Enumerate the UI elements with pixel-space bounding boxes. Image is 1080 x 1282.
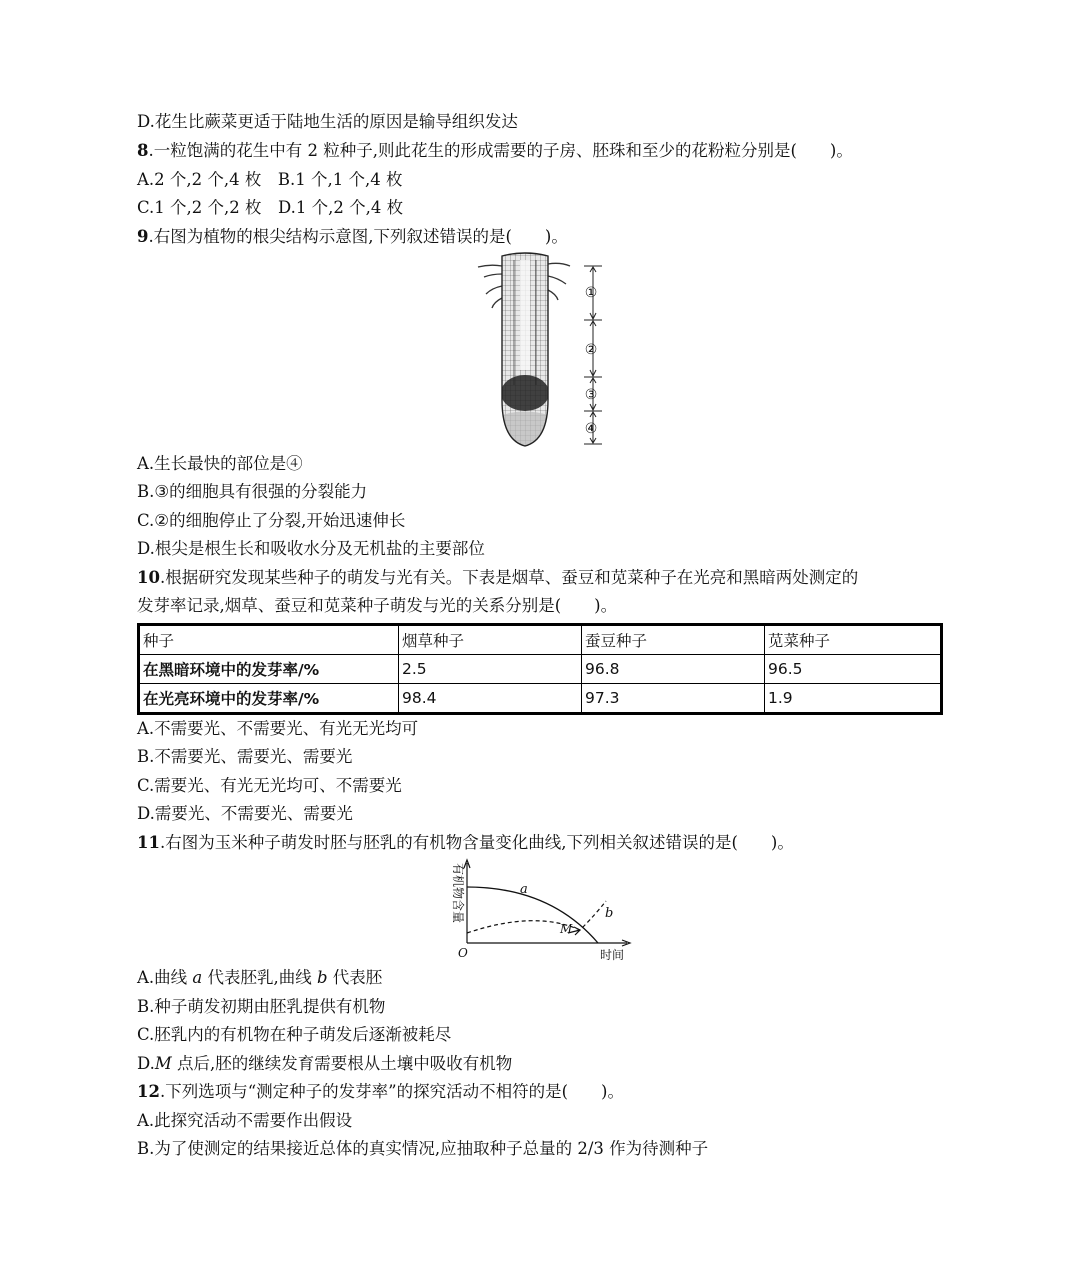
curve-b [467, 901, 606, 933]
q9-stem [137, 227, 568, 247]
q11-option-d [137, 1054, 512, 1074]
q11-option-d-prefix: D. [137, 1054, 155, 1073]
q11-option-a [137, 968, 382, 988]
root-tip-figure [470, 250, 620, 450]
q10-stem-line1 [137, 568, 858, 588]
q8-options-row2: C.1 个,2 个,2 枚 D.1 个,2 个,4 枚 [137, 198, 404, 217]
q11-option-a-prefix: A.曲线 [137, 968, 193, 987]
q8-stem [137, 141, 853, 161]
q10-option-b: B.不需要光、需要光、需要光 [137, 747, 353, 766]
q10-option-a: A.不需要光、不需要光、有光无光均可 [137, 719, 419, 738]
q9-option-c: C.②的细胞停止了分裂,开始迅速伸长 [137, 511, 406, 530]
q12-number: 12 [137, 1082, 160, 1101]
q11-option-c: C.胚乳内的有机物在种子萌发后逐渐被耗尽 [137, 1025, 452, 1044]
organic-matter-curve-figure [440, 855, 640, 965]
table-header-row [139, 625, 942, 655]
table-cell: 2.5 [399, 655, 582, 684]
q11-stem [137, 833, 794, 853]
q11-stem-text: .右图为玉米种子萌发时胚与胚乳的有机物含量变化曲线,下列相关叙述错误的是( )。 [159, 833, 794, 852]
zone-label-2: ② [584, 342, 598, 358]
table-cell: 98.4 [399, 684, 582, 714]
table-header-cell: 苋菜种子 [765, 625, 942, 655]
point-m-label: M [560, 922, 573, 936]
q12-option-a: A.此探究活动不需要作出假设 [137, 1111, 353, 1130]
q7-option-d: D.花生比蕨菜更适于陆地生活的原因是输导组织发达 [137, 112, 518, 131]
table-cell: 1.9 [765, 684, 942, 714]
origin-label: O [458, 946, 468, 960]
table-cell: 96.5 [765, 655, 942, 684]
y-axis-label: 有机物含量 [451, 863, 465, 924]
q8-stem-text: .一粒饱满的花生中有 2 粒种子,则此花生的形成需要的子房、胚珠和至少的花粉粒分别是( )。 [148, 141, 853, 160]
x-axis-label: 时间 [600, 948, 625, 962]
q11-option-b: B.种子萌发初期由胚乳提供有机物 [137, 997, 386, 1016]
q11-option-a-mid: 代表胚乳,曲线 [202, 968, 317, 987]
q12-stem [137, 1082, 624, 1102]
q11-option-d-suffix: 点后,胚的继续发育需要根从土壤中吸收有机物 [171, 1054, 513, 1073]
curve-a [467, 887, 598, 943]
zone-label-1: ① [584, 285, 598, 301]
q11-option-a-var-a: a [192, 968, 203, 987]
table-cell: 97.3 [582, 684, 765, 714]
q9-option-b: B.③的细胞具有很强的分裂能力 [137, 482, 368, 501]
table-row [139, 655, 942, 684]
table-cell: 96.8 [582, 655, 765, 684]
table-header-cell: 种子 [139, 625, 399, 655]
q11-option-d-var-m: M [154, 1054, 172, 1073]
q9-stem-text: .右图为植物的根尖结构示意图,下列叙述错误的是( )。 [148, 227, 568, 246]
curve-b-label: b [605, 906, 614, 921]
q11-option-a-var-b: b [317, 968, 328, 987]
q9-number: 9 [137, 227, 149, 246]
germination-table [137, 623, 943, 715]
table-row-label: 在光亮环境中的发芽率/% [139, 684, 399, 714]
table-header-cell: 蚕豆种子 [582, 625, 765, 655]
zone-label-3: ③ [584, 387, 598, 403]
q11-number: 11 [137, 833, 160, 852]
q10-stem-text: .根据研究发现某些种子的萌发与光有关。下表是烟草、蚕豆和苋菜种子在光亮和黑暗两处测定的 [159, 568, 859, 587]
q9-option-d: D.根尖是根生长和吸收水分及无机盐的主要部位 [137, 539, 485, 558]
table-row [139, 684, 942, 714]
q10-number: 10 [137, 568, 160, 587]
zone-label-4: ④ [584, 421, 598, 437]
curve-a-label: a [520, 882, 528, 897]
table-row-label: 在黑暗环境中的发芽率/% [139, 655, 399, 684]
q11-option-a-suffix: 代表胚 [327, 968, 383, 987]
q8-options-row1: A.2 个,2 个,4 枚 B.1 个,1 个,4 枚 [137, 170, 403, 189]
q12-option-b: B.为了使测定的结果接近总体的真实情况,应抽取种子总量的 2/3 作为待测种子 [137, 1139, 709, 1158]
q10-option-c: C.需要光、有光无光均可、不需要光 [137, 776, 402, 795]
q12-stem-text: .下列选项与“测定种子的发芽率”的探究活动不相符的是( )。 [159, 1082, 624, 1101]
q10-stem-line2: 发芽率记录,烟草、蚕豆和苋菜种子萌发与光的关系分别是( )。 [137, 596, 618, 615]
q8-number: 8 [137, 141, 149, 160]
root-body [498, 250, 553, 450]
table-header-cell: 烟草种子 [399, 625, 582, 655]
q10-option-d: D.需要光、不需要光、需要光 [137, 804, 353, 823]
q9-option-a: A.生长最快的部位是④ [137, 454, 303, 473]
